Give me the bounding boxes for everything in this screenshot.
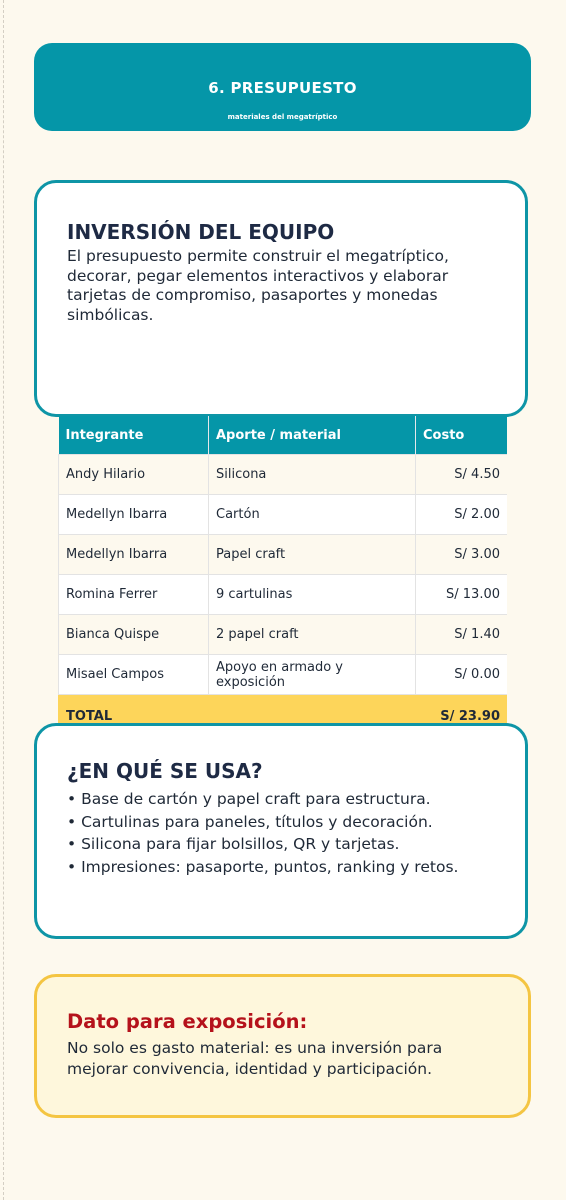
list-item: • Base de cartón y papel craft para estructura.: [67, 790, 431, 808]
item-cell: Cartón: [209, 495, 416, 535]
item-cell: Silicona: [209, 455, 416, 495]
member-cell: Medellyn Ibarra: [59, 495, 209, 535]
item-cell: Papel craft: [209, 535, 416, 575]
budget-table-wrapper: [58, 416, 507, 723]
member-cell: Misael Campos: [59, 655, 209, 695]
fact-body: No solo es gasto material: es una inversión para mejorar convivencia, identidad y participación.: [67, 1039, 443, 1078]
table-row: [59, 655, 508, 695]
section-header: [34, 43, 531, 131]
member-cell: Medellyn Ibarra: [59, 535, 209, 575]
list-item: • Silicona para fijar bolsillos, QR y tarjetas.: [67, 835, 400, 854]
item-cell: Apoyo en armado y exposición: [209, 655, 416, 695]
total-label: TOTAL: [59, 695, 209, 724]
usage-list: [67, 788, 458, 878]
usage-card: [34, 723, 528, 939]
total-row: [59, 695, 508, 724]
item-cell: 9 cartulinas: [209, 575, 416, 615]
cost-cell: S/ 2.00: [416, 495, 508, 535]
column-header-item: Aporte / material: [209, 416, 416, 455]
table-row: [59, 615, 508, 655]
table-row: [59, 495, 508, 535]
list-item: • Cartulinas para paneles, títulos y decoración.: [67, 812, 433, 831]
fact-heading: Dato para exposición:: [67, 1010, 308, 1033]
cost-cell: S/ 0.00: [416, 655, 508, 695]
investment-heading: INVERSIÓN DEL EQUIPO: [67, 220, 335, 244]
cost-cell: S/ 4.50: [416, 455, 508, 495]
usage-heading: ¿EN QUÉ SE USA?: [67, 759, 263, 783]
table-header-row: [59, 416, 508, 455]
member-cell: Bianca Quispe: [59, 615, 209, 655]
investment-card: [34, 180, 528, 417]
list-item: • Impresiones: pasaporte, puntos, ranking y retos.: [67, 857, 459, 876]
member-cell: Romina Ferrer: [59, 575, 209, 615]
investment-body: El presupuesto permite construir el megatríptico, decorar, pegar elementos interactivos y elaborar tarjetas de compromiso, pasaportes y monedas simbólicas.: [67, 247, 449, 324]
total-value: S/ 23.90: [416, 695, 508, 724]
table-row: [59, 535, 508, 575]
cost-cell: S/ 3.00: [416, 535, 508, 575]
total-empty-cell: [209, 695, 416, 724]
page-margin-line: [3, 0, 4, 1200]
cost-cell: S/ 13.00: [416, 575, 508, 615]
table-row: [59, 575, 508, 615]
item-cell: 2 papel craft: [209, 615, 416, 655]
column-header-cost: Costo: [416, 416, 508, 455]
section-subtitle: materiales del megatríptico: [227, 113, 338, 121]
fact-card: [34, 974, 531, 1118]
section-title: 6. PRESUPUESTO: [208, 79, 357, 97]
column-header-member: Integrante: [59, 416, 209, 455]
budget-table: [58, 416, 507, 723]
cost-cell: S/ 1.40: [416, 615, 508, 655]
member-cell: Andy Hilario: [59, 455, 209, 495]
table-row: [59, 455, 508, 495]
